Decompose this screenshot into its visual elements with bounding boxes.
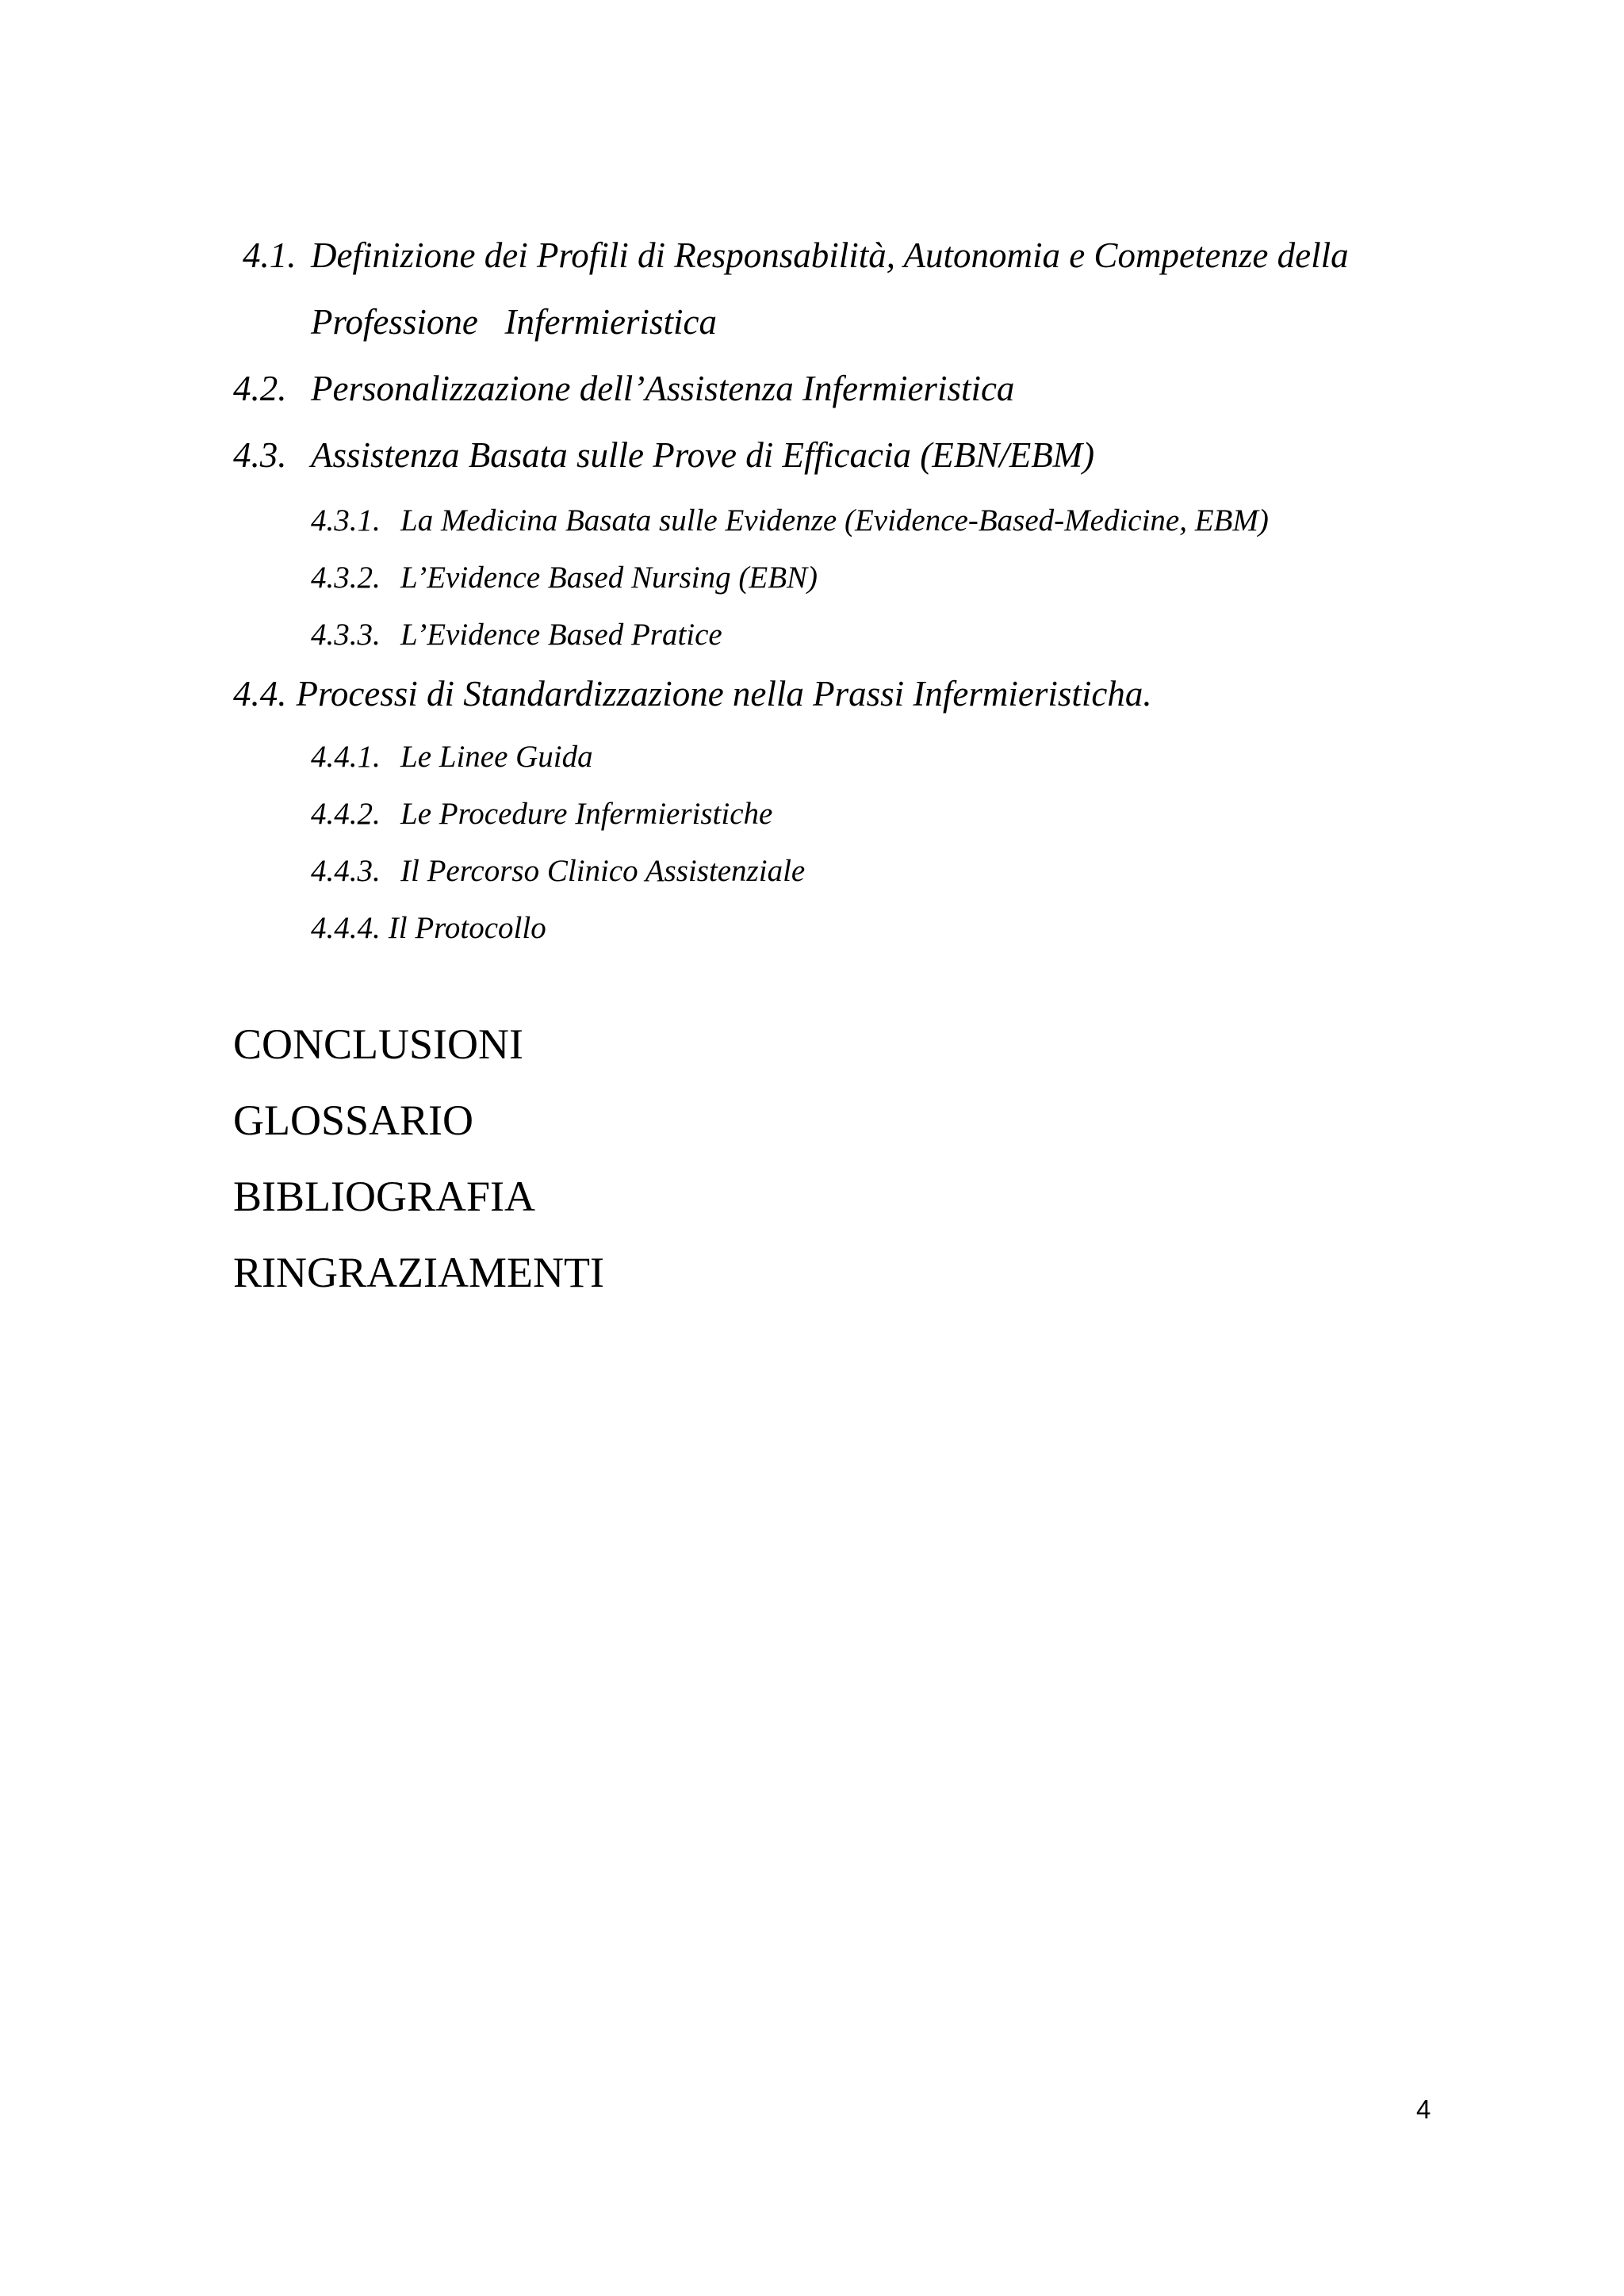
- toc-entry-number: 4.3.1.: [311, 503, 381, 538]
- toc-entry-title: Processi di Standardizzazione nella Prassi Infermieristicha.: [296, 674, 1152, 714]
- toc-ringraziamenti: RINGRAZIAMENTI: [233, 1249, 604, 1296]
- toc-entry-number: 4.3.: [233, 435, 287, 475]
- toc-entry-4-3-3: [311, 619, 722, 650]
- toc-entry-number: 4.4.1.: [311, 740, 381, 774]
- toc-entry-4-3-2: [311, 562, 818, 593]
- toc-entry-4-3-1: [311, 505, 1269, 536]
- toc-entry-title: Le Procedure Infermieristiche: [400, 797, 773, 831]
- toc-conclusioni: CONCLUSIONI: [233, 1020, 524, 1068]
- toc-bibliografia: BIBLIOGRAFIA: [233, 1173, 536, 1220]
- toc-entry-title: Assistenza Basata sulle Prove di Efficacia (EBN/EBM): [311, 435, 1095, 475]
- toc-entry-4-1-continuation: [311, 304, 717, 340]
- toc-entry-4-1: [243, 235, 1349, 275]
- toc-entry-title: Le Linee Guida: [400, 740, 593, 774]
- toc-entry-number: 4.4.: [233, 674, 287, 714]
- toc-entry-number: 4.4.4.: [311, 911, 381, 945]
- page-number: 4: [1416, 2095, 1431, 2124]
- toc-entry-4-4-1: [311, 741, 593, 772]
- toc-entry-4-4-4: [311, 913, 546, 943]
- toc-entry-4-2: [233, 371, 1014, 407]
- toc-entry-title: La Medicina Basata sulle Evidenze (Evidence-Based-Medicine, EBM): [400, 503, 1269, 538]
- toc-entry-title-continuation: Professione Infermieristica: [311, 302, 718, 342]
- toc-entry-4-4-2: [311, 798, 772, 829]
- toc-entry-title: Il Protocollo: [388, 911, 546, 945]
- toc-entry-number: 4.4.2.: [311, 797, 381, 831]
- toc-entry-title: L’Evidence Based Pratice: [400, 618, 722, 652]
- toc-entry-4-4: [233, 676, 1152, 712]
- toc-glossario: GLOSSARIO: [233, 1096, 474, 1144]
- toc-entry-title: Il Percorso Clinico Assistenziale: [400, 854, 806, 888]
- toc-entry-number: 4.3.3.: [311, 618, 381, 652]
- toc-entry-number: 4.4.3.: [311, 854, 381, 888]
- toc-entry-4-4-3: [311, 855, 805, 886]
- toc-entry-4-3: [233, 435, 1095, 475]
- toc-entry-title: L’Evidence Based Nursing (EBN): [400, 561, 818, 595]
- toc-entry-number: 4.2.: [233, 369, 287, 408]
- toc-entry-title: Personalizzazione dell’Assistenza Infermieristica: [311, 369, 1015, 408]
- toc-entry-number: 4.1.: [243, 235, 297, 275]
- toc-entry-number: 4.3.2.: [311, 561, 381, 595]
- toc-entry-title: Definizione dei Profili di Responsabilità, Autonomia e Competenze della: [311, 235, 1349, 275]
